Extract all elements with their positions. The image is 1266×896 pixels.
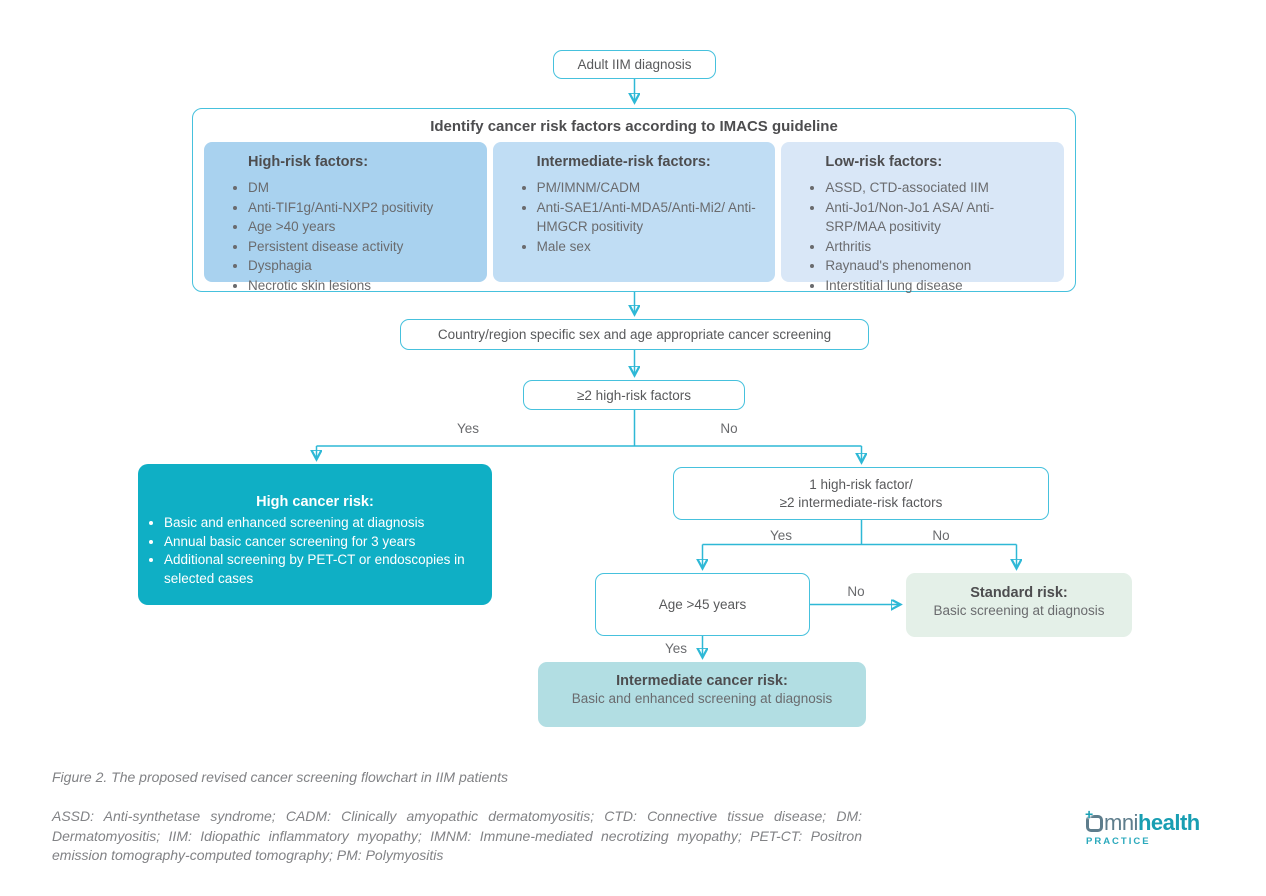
omnihealth-practice-logo: [1085, 806, 1216, 847]
node-intermediate-cancer-risk: [538, 662, 866, 727]
bullet-item: • Arthritis: [825, 237, 1054, 257]
edge-label-yes: Yes: [456, 421, 480, 436]
node-intermediate-question: [673, 467, 1049, 520]
node-age-question: [595, 573, 810, 636]
group-items: [507, 178, 766, 256]
bullet-item: • Anti-TIF1g/Anti-NXP2 positivity: [248, 198, 477, 218]
group-low-risk-factors: [781, 142, 1064, 293]
bullet-item: • PM/IMNM/CADM: [537, 178, 766, 198]
omnihealth-o-icon: [1085, 806, 1103, 832]
result-title: High cancer risk:: [256, 494, 374, 510]
figure-caption: Figure 2. The proposed revised cancer screening flowchart in IIM patients: [52, 769, 509, 785]
edge-label-no: No: [932, 528, 950, 543]
bullet-item: • Necrotic skin lesions: [248, 276, 477, 296]
node-label-line2: ≥2 intermediate-risk factors: [779, 494, 943, 510]
group-title: Intermediate-risk factors:: [536, 154, 711, 170]
bullet-item: • Dysphagia: [248, 256, 477, 276]
bullet-item: • Annual basic cancer screening for 3 years: [164, 533, 490, 552]
risk-factor-groups: [193, 135, 1075, 293]
node-adult-iim-diagnosis: [553, 50, 716, 79]
node-identify-risk-factors: [192, 108, 1076, 292]
bullet-item: • DM: [248, 178, 477, 198]
edge-label-no: No: [847, 584, 865, 599]
group-title: Low-risk factors:: [825, 154, 943, 170]
bullet-item: • Raynaud's phenomenon: [825, 256, 1054, 276]
group-title: High-risk factors:: [248, 154, 369, 170]
abbreviations-text: ASSD: Anti-synthetase syndrome; CADM: Clinically amyopathic dermatomyositis; CTD: Connective tissue disease; DM: Dermatomyositis; IIM: Idiopathic inflammatory myopathy; IMNM: Immune-mediated necrotizing myopathy; PET-CT: Positron emission tomography-computed tomography; PM: Polymyositis: [52, 808, 862, 863]
result-body: Basic screening at diagnosis: [933, 603, 1105, 618]
bullet-item: • Persistent disease activity: [248, 237, 477, 257]
node-label: Adult IIM diagnosis: [577, 57, 692, 72]
bullet-item: • Basic and enhanced screening at diagnosis: [164, 514, 490, 533]
plus-icon: +: [1085, 806, 1094, 822]
logo-text-health: health: [1137, 810, 1200, 835]
node-high-risk-question: [523, 380, 745, 410]
group-items: [795, 178, 1054, 295]
group-items: [218, 178, 477, 295]
node-high-cancer-risk: [138, 464, 492, 605]
result-body: Basic and enhanced screening at diagnosis: [571, 691, 833, 706]
result-items: [138, 514, 492, 588]
bullet-item: • ASSD, CTD-associated IIM: [825, 178, 1054, 198]
edge-label-yes: Yes: [664, 641, 688, 656]
bullet-item: • Anti-Jo1/Non-Jo1 ASA/ Anti-SRP/MAA positivity: [825, 198, 1054, 237]
logo-wordmark: [1085, 806, 1216, 835]
identify-title: Identify cancer risk factors according to IMACS guideline: [430, 118, 838, 135]
node-label: ≥2 high-risk factors: [577, 387, 691, 403]
node-country-screening: [400, 319, 869, 350]
bullet-item: • Interstitial lung disease: [825, 276, 1054, 296]
node-label-line1: 1 high-risk factor/: [809, 476, 913, 492]
node-label: Country/region specific sex and age appropriate cancer screening: [437, 327, 832, 342]
node-label: Age >45 years: [658, 597, 747, 612]
logo-text-practice: PRACTICE: [1086, 836, 1151, 847]
node-standard-risk: [906, 573, 1132, 637]
logo-text-omni: mni: [1104, 810, 1138, 835]
edge-label-no: No: [720, 421, 738, 436]
bullet-item: • Male sex: [537, 237, 766, 257]
edge-label-yes: Yes: [769, 528, 793, 543]
bullet-item: • Anti-SAE1/Anti-MDA5/Anti-Mi2/ Anti-HMGCR positivity: [537, 198, 766, 237]
result-title: Standard risk:: [970, 585, 1068, 601]
result-title: Intermediate cancer risk:: [616, 673, 788, 689]
bullet-item: • Age >40 years: [248, 217, 477, 237]
bullet-item: • Additional screening by PET-CT or endoscopies in selected cases: [164, 551, 490, 588]
group-intermediate-risk-factors: [493, 142, 776, 282]
group-high-risk-factors: [204, 142, 487, 293]
